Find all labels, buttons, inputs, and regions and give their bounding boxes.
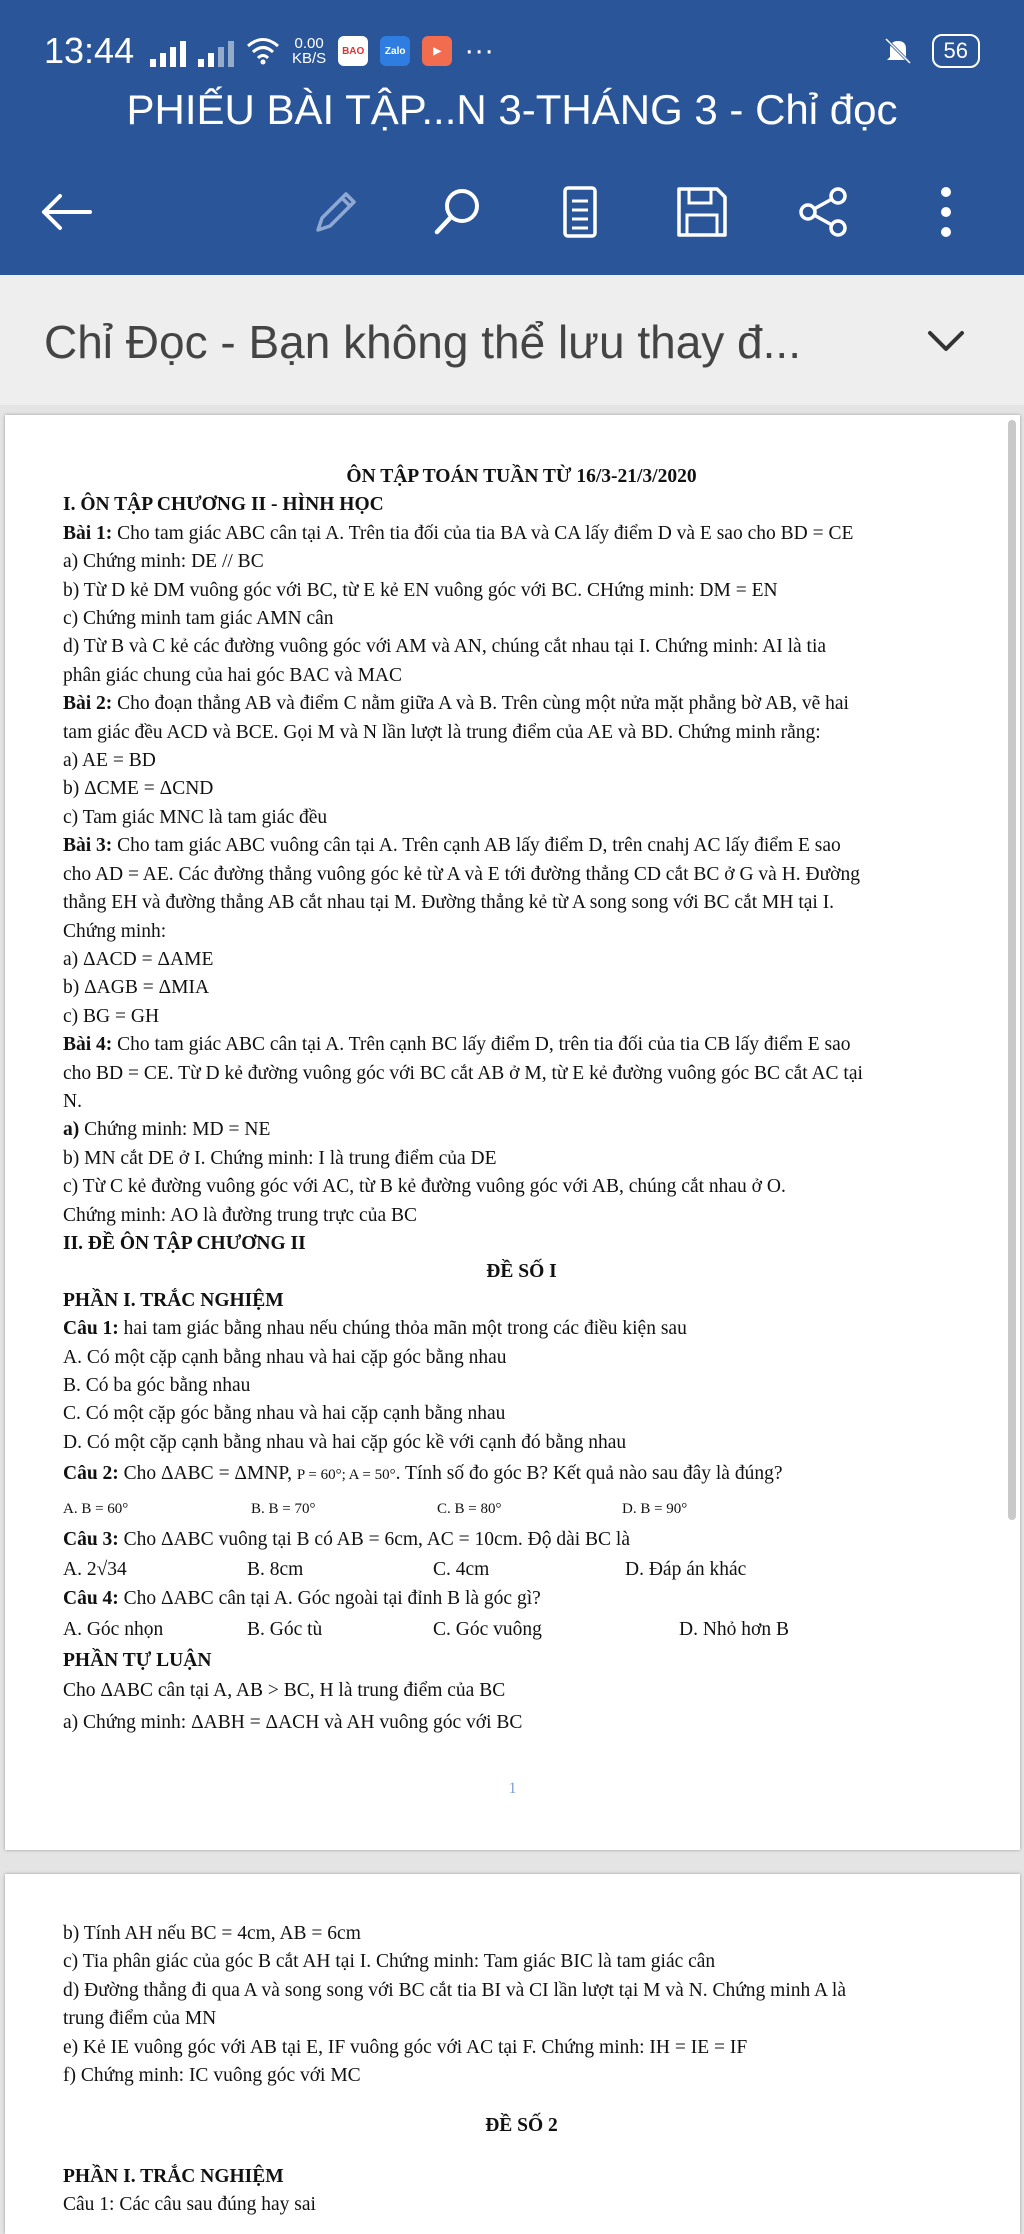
exercise-3: Bài 3: Cho tam giác ABC vuông cân tại A. Trên cạnh AB lấy điểm D, trên cnahj AC lấy điểm E sao bbox=[63, 835, 841, 857]
search-button[interactable] bbox=[426, 180, 490, 244]
section-heading: I. ÔN TẬP CHƯƠNG II - HÌNH HỌC bbox=[63, 494, 384, 516]
doc-line: Chứng minh: AO là đường trung trực của BC bbox=[63, 1204, 417, 1226]
answer-option: A. 2√34 bbox=[63, 1558, 127, 1580]
doc-line: b) ΔAGB = ΔMIA bbox=[63, 977, 210, 999]
exam-heading: ĐỀ SỐ 2 bbox=[485, 2115, 558, 2137]
toolbar bbox=[0, 170, 1024, 250]
question-1: Câu 1: hai tam giác bằng nhau nếu chúng thỏa mãn một trong các điều kiện sau bbox=[63, 1318, 687, 1340]
doc-line: cho AD = AE. Các đường thẳng vuông góc kẻ từ A và E tới đường thẳng CD cắt BC ở G và H. Đường bbox=[63, 863, 860, 885]
section-heading: II. ĐỀ ÔN TẬP CHƯƠNG II bbox=[63, 1232, 306, 1254]
doc-line: Chứng minh: bbox=[63, 920, 167, 942]
more-vertical-icon bbox=[936, 184, 956, 240]
read-only-message: Chỉ Đọc - Bạn không thể lưu thay đ... bbox=[44, 316, 801, 368]
doc-line: b) Từ D kẻ DM vuông góc với BC, từ E kẻ EN vuông góc với BC. CHứng minh: DM = EN bbox=[63, 579, 778, 601]
document-title: PHIẾU BÀI TẬP...N 3-THÁNG 3 - Chỉ đọc bbox=[126, 86, 898, 133]
document-page-2 bbox=[5, 1874, 1020, 2234]
status-bar bbox=[0, 0, 1024, 100]
answer-option: D. Nhỏ hơn B bbox=[679, 1619, 789, 1641]
answer-option: A. Có một cặp cạnh bằng nhau và hai cặp góc bằng nhau bbox=[63, 1346, 507, 1368]
more-options-button[interactable] bbox=[914, 180, 978, 244]
chevron-down-icon[interactable] bbox=[920, 325, 972, 357]
pencil-icon bbox=[310, 186, 362, 238]
document-page-1 bbox=[5, 415, 1020, 1850]
answer-option: D. B = 90° bbox=[622, 1501, 688, 1518]
save-button[interactable] bbox=[670, 180, 734, 244]
exercise-4: Bài 4: Cho tam giác ABC cân tại A. Trên cạnh BC lấy điểm D, trên tia đối của tia CB lấy điểm E sao bbox=[63, 1034, 851, 1056]
doc-line: d) Từ B và C kẻ các đường vuông góc với AM và AN, chúng cắt nhau tại I. Chứng minh: AI là tia bbox=[63, 636, 827, 658]
app-header bbox=[0, 0, 1024, 275]
read-only-banner[interactable] bbox=[0, 275, 1024, 405]
doc-title: ÔN TẬP TOÁN TUẦN TỪ 16/3-21/3/2020 bbox=[346, 466, 697, 487]
answer-option: C. Góc vuông bbox=[433, 1619, 542, 1641]
doc-line: trung điểm của MN bbox=[63, 2008, 217, 2030]
doc-line: a) Chứng minh: ΔABH = ΔACH và AH vuông góc với BC bbox=[63, 1712, 523, 1734]
back-button[interactable] bbox=[34, 180, 98, 244]
zalo-app-icon: Zalo bbox=[380, 36, 410, 66]
doc-line: d) Đường thẳng đi qua A và song song với BC cắt tia BI và CI lần lượt tại M và N. Chứng minh A là bbox=[63, 1979, 846, 2001]
answer-option: B. Có ba góc bằng nhau bbox=[63, 1375, 251, 1396]
back-arrow-icon bbox=[38, 192, 94, 232]
answer-option: D. Đáp án khác bbox=[625, 1558, 747, 1580]
answer-option: C. Có một cặp góc bằng nhau và hai cặp cạnh bằng nhau bbox=[63, 1403, 506, 1425]
doc-line: a) AE = BD bbox=[63, 750, 156, 772]
answer-option: A. Góc nhọn bbox=[63, 1619, 164, 1641]
question-3: Câu 3: Cho ΔABC vuông tại B có AB = 6cm, AC = 10cm. Độ dài BC là bbox=[63, 1529, 630, 1551]
doc-line: a) Chứng minh: MD = NE bbox=[63, 1119, 271, 1141]
doc-line: tam giác đều ACD và BCE. Gọi M và N lần lượt là trung điểm của AE và BD. Chứng minh rằng: bbox=[63, 721, 821, 743]
part-heading: PHẦN TỰ LUẬN bbox=[63, 1650, 212, 1672]
exam-heading: ĐỀ SỐ I bbox=[486, 1261, 557, 1283]
question-1: Câu 1: Các câu sau đúng hay sai bbox=[63, 2194, 316, 2216]
battery-indicator: 56 bbox=[932, 34, 980, 68]
doc-line: b) ΔCME = ΔCND bbox=[63, 778, 214, 800]
doc-line: f) Chứng minh: IC vuông góc với MC bbox=[63, 2065, 361, 2087]
document-view-icon bbox=[560, 185, 600, 239]
doc-line: N. bbox=[63, 1090, 82, 1112]
doc-line: a) ΔACD = ΔAME bbox=[63, 948, 214, 970]
doc-line: c) Từ C kẻ đường vuông góc với AC, từ B kẻ đường vuông góc với AB, chúng cắt nhau ở O. bbox=[63, 1176, 786, 1198]
doc-line: b) Tính AH nếu BC = 4cm, AB = 6cm bbox=[63, 1923, 361, 1944]
signal-icon-2 bbox=[198, 35, 234, 67]
part-heading: PHẦN I. TRẮC NGHIỆM bbox=[63, 1289, 284, 1311]
media-app-icon: ▶ bbox=[422, 36, 452, 66]
news-app-icon: BAO bbox=[338, 36, 368, 66]
answer-option: B. 8cm bbox=[247, 1558, 304, 1580]
doc-line: b) MN cắt DE ở I. Chứng minh: I là trung điểm của DE bbox=[63, 1147, 497, 1169]
status-icons-right bbox=[882, 34, 980, 68]
network-speed: 0.00 KB/S bbox=[292, 35, 327, 67]
answer-option: D. Có một cặp cạnh bằng nhau và hai cặp góc kề với cạnh đó bằng nhau bbox=[63, 1431, 627, 1453]
status-time: 13:44 bbox=[44, 30, 135, 71]
doc-line: phân giác chung của hai góc BAC và MAC bbox=[63, 664, 403, 686]
question-4: Câu 4: Cho ΔABC cân tại A. Góc ngoài tại đỉnh B là góc gì? bbox=[63, 1587, 541, 1609]
scrollbar[interactable] bbox=[1008, 420, 1016, 1520]
answer-option: A. B = 60° bbox=[63, 1501, 129, 1518]
mute-icon bbox=[882, 35, 914, 67]
question-2: Câu 2: Cho ΔABC = ΔMNP, P = 60°; A = 50°. Tính số đo góc B? Kết quả nào sau đây là đúng? bbox=[63, 1463, 783, 1485]
doc-line: a) Chứng minh: DE // BC bbox=[63, 551, 264, 573]
more-notifications-icon: ··· bbox=[464, 34, 495, 67]
answer-option: B. B = 70° bbox=[251, 1501, 316, 1518]
reading-view-button[interactable] bbox=[548, 180, 612, 244]
part-heading: PHẦN I. TRẮC NGHIỆM bbox=[63, 2165, 284, 2187]
answer-options bbox=[63, 1492, 980, 1526]
exercise-2: Bài 2: Cho đoạn thẳng AB và điểm C nằm giữa A và B. Trên cùng một nửa mặt phẳng bờ AB, vẽ hai bbox=[63, 693, 849, 715]
doc-line: c) Tam giác MNC là tam giác đều bbox=[63, 806, 328, 828]
doc-line: c) Chứng minh tam giác AMN cân bbox=[63, 608, 334, 630]
wifi-icon bbox=[246, 37, 280, 65]
search-icon bbox=[430, 184, 486, 240]
status-icons-left bbox=[150, 28, 494, 74]
answer-option: C. 4cm bbox=[433, 1558, 490, 1580]
answer-options bbox=[63, 1613, 980, 1647]
edit-button[interactable] bbox=[304, 180, 368, 244]
doc-line: e) Kẻ IE vuông góc với AB tại E, IF vuông góc với AC tại F. Chứng minh: IH = IE = IF bbox=[63, 2036, 748, 2058]
share-icon bbox=[796, 184, 852, 240]
answer-option: C. B = 80° bbox=[437, 1501, 502, 1518]
exercise-1: Bài 1: Cho tam giác ABC cân tại A. Trên tia đối của tia BA và CA lấy điểm D và E sao cho BD = CE bbox=[63, 522, 854, 544]
page-1-content bbox=[63, 463, 980, 1739]
doc-line: c) BG = GH bbox=[63, 1005, 160, 1027]
signal-icon bbox=[150, 35, 186, 67]
page-number: 1 bbox=[508, 1780, 517, 1797]
doc-line: Cho ΔABC cân tại A, AB > BC, H là trung điểm của BC bbox=[63, 1680, 506, 1702]
doc-line: c) Tia phân giác của góc B cắt AH tại I. Chứng minh: Tam giác BIC là tam giác cân bbox=[63, 1951, 716, 1973]
share-button[interactable] bbox=[792, 180, 856, 244]
answer-options bbox=[63, 1555, 980, 1585]
save-icon bbox=[675, 185, 729, 239]
answer-option: B. Góc tù bbox=[247, 1619, 323, 1641]
doc-line: thẳng EH và đường thẳng AB cắt nhau tại M. Đường thẳng kẻ từ A song song với BC cắt MH tại I. bbox=[63, 892, 835, 914]
page-2-content bbox=[63, 1920, 980, 2220]
doc-line: cho BD = CE. Từ D kẻ đường vuông góc với BC cắt AB ở M, từ E kẻ đường vuông góc BC cắt AC tại bbox=[63, 1062, 863, 1084]
